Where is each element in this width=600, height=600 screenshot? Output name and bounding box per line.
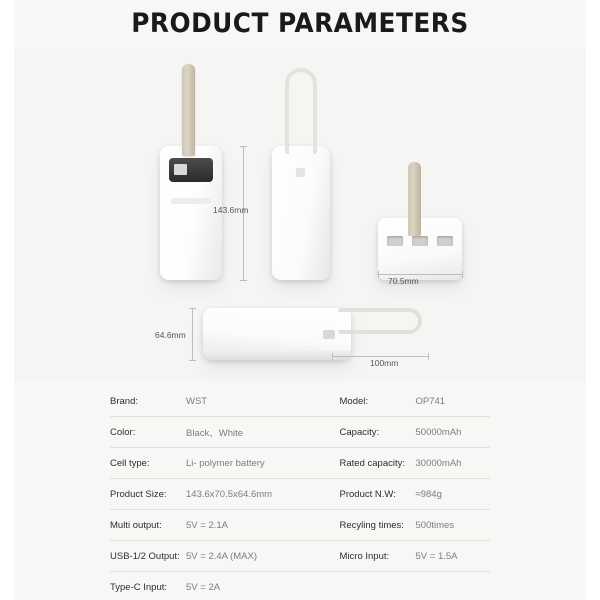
spec-key	[340, 572, 412, 600]
spec-value: 50000mAh	[412, 417, 490, 448]
table-row	[110, 572, 490, 600]
spec-key: Recyling times:	[340, 510, 412, 541]
left-margin	[0, 0, 14, 600]
spec-key: Capacity:	[340, 417, 412, 448]
spec-gap	[324, 510, 340, 541]
right-margin	[586, 0, 600, 600]
height-dim-label: 143.6mm	[213, 205, 249, 215]
usb-port-3	[437, 236, 453, 246]
wrist-strap-loop-4	[338, 308, 422, 334]
display-digits	[174, 164, 187, 175]
width-dim-label: 70.5mm	[388, 276, 419, 286]
spec-key: Brand:	[110, 386, 182, 417]
display-screen	[169, 158, 213, 182]
height-dim-tick-bottom	[240, 280, 247, 281]
length-dim-label: 100mm	[370, 358, 399, 368]
spec-value: 5V = 2.1A	[182, 510, 324, 541]
spec-gap	[324, 572, 340, 600]
spec-key: Type-C Input:	[110, 572, 182, 600]
thickness-dim-line	[192, 308, 193, 360]
usb-port-1	[387, 236, 403, 246]
spec-key: Cell type:	[110, 448, 182, 479]
height-dim-tick-top	[240, 146, 247, 147]
spec-value: Li- polymer battery	[182, 448, 324, 479]
spec-key: Color:	[110, 417, 182, 448]
page-title: PRODUCT PARAMETERS	[131, 8, 469, 39]
spec-key: Product Size:	[110, 479, 182, 510]
spec-value: 5V = 2A	[182, 572, 324, 600]
spec-gap	[324, 479, 340, 510]
spec-value: WST	[182, 386, 324, 417]
thickness-dim-tick-bottom	[189, 360, 196, 361]
spec-gap	[324, 541, 340, 572]
thickness-dim-label: 64.6mm	[155, 330, 186, 340]
spec-value: 500times	[412, 510, 490, 541]
spec-value: ≈984g	[412, 479, 490, 510]
spec-key: Rated capacity:	[340, 448, 412, 479]
table-row	[110, 510, 490, 541]
usb-port-2	[412, 236, 428, 246]
power-bank-horizontal-view	[203, 308, 351, 360]
power-bank-side-view	[272, 146, 330, 280]
spec-key: Product N.W:	[340, 479, 412, 510]
table-row	[110, 541, 490, 572]
bottom-edge	[203, 351, 351, 360]
spec-value: Black、White	[182, 417, 324, 448]
wrist-strap-3	[408, 162, 421, 236]
spec-value: 5V = 2.4A (MAX)	[182, 541, 324, 572]
specification-table	[110, 386, 490, 600]
product-photo-area	[0, 50, 600, 380]
spec-gap	[324, 386, 340, 417]
spec-value: 5V = 1.5A	[412, 541, 490, 572]
micro-input-port	[323, 330, 335, 339]
spec-value: 143.6x70.5x64.6mm	[182, 479, 324, 510]
width-dim-tick-left	[378, 271, 379, 278]
table-row	[110, 448, 490, 479]
table-row	[110, 417, 490, 448]
width-dim-line	[378, 274, 462, 275]
length-dim-tick-right	[428, 353, 429, 360]
spec-key: Micro Input:	[340, 541, 412, 572]
spec-gap	[324, 448, 340, 479]
length-dim-tick-left	[332, 353, 333, 360]
port-strip	[171, 198, 211, 204]
spec-value: OP741	[412, 386, 490, 417]
spec-value: 30000mAh	[412, 448, 490, 479]
table-row	[110, 479, 490, 510]
spec-key: Model:	[340, 386, 412, 417]
spec-value	[412, 572, 490, 600]
spec-key: USB-1/2 Output:	[110, 541, 182, 572]
wrist-strap-1	[182, 64, 195, 156]
spec-gap	[324, 417, 340, 448]
length-dim-line	[332, 356, 428, 357]
logo-badge	[296, 168, 305, 177]
spec-key: Multi output:	[110, 510, 182, 541]
wrist-strap-loop-2	[285, 68, 317, 154]
width-dim-tick-right	[462, 271, 463, 278]
table-row	[110, 386, 490, 417]
thickness-dim-tick-top	[189, 308, 196, 309]
